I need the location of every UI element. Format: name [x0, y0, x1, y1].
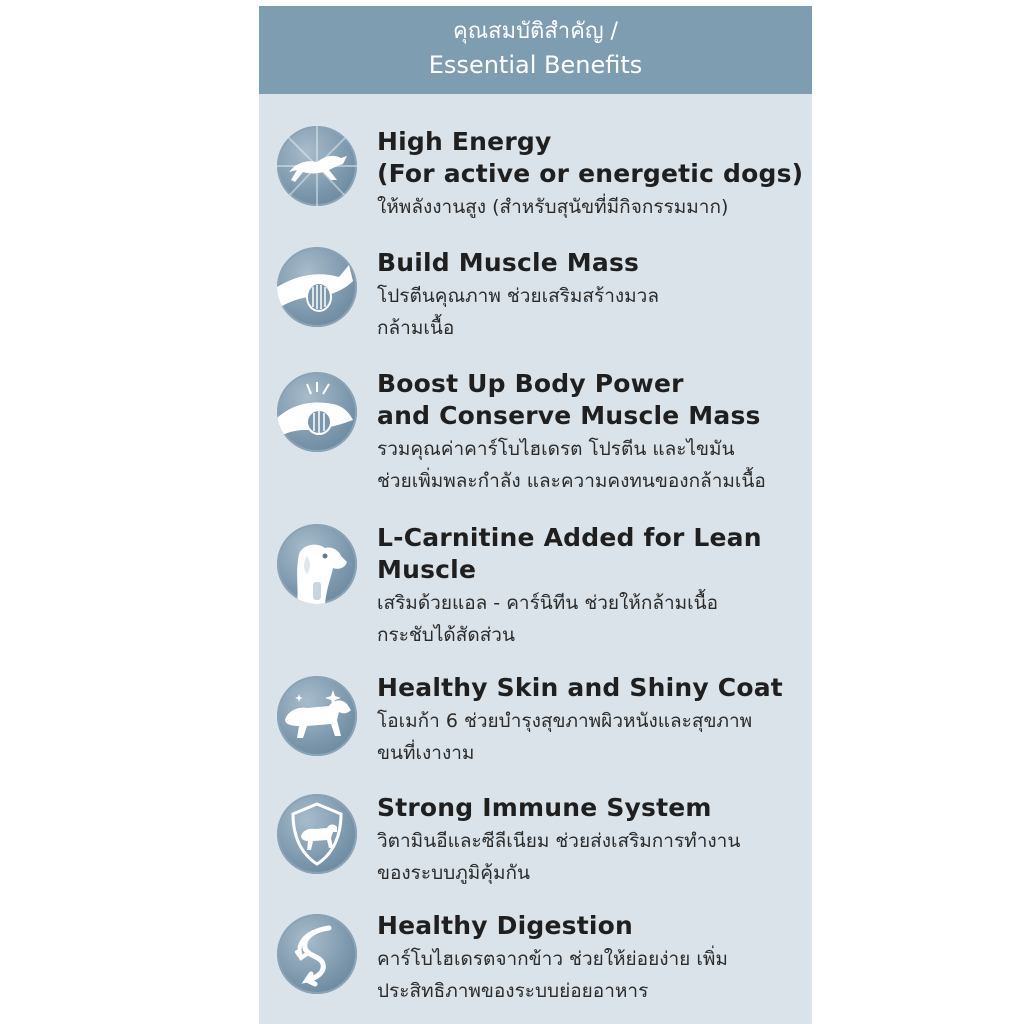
muscle-power-icon: [277, 372, 357, 452]
shiny-coat-dog-icon: [277, 676, 357, 756]
benefits-panel: [259, 6, 812, 1024]
dog-head-icon: [277, 524, 357, 604]
running-dog-icon: [277, 126, 357, 206]
shield-dog-icon: [277, 794, 357, 874]
header-title-english: Essential Benefits: [428, 51, 643, 79]
benefit-title: High Energy (For active or energetic dogs): [377, 127, 804, 188]
benefit-description: โปรตีนคุณภาพ ช่วยเสริมสร้างมวล กล้ามเนื้อ: [377, 285, 659, 339]
digestion-icon: [277, 914, 357, 994]
benefit-title: L-Carnitine Added for Lean Muscle: [377, 523, 762, 584]
benefit-title: Boost Up Body Power and Conserve Muscle Mass: [377, 369, 761, 430]
benefit-title: Healthy Digestion: [377, 911, 634, 940]
panel-header: [259, 6, 812, 94]
muscle-icon: [277, 247, 357, 327]
benefit-title: Healthy Skin and Shiny Coat: [377, 673, 783, 702]
benefit-description: ให้พลังงานสูง (สำหรับสุนัขที่มีกิจกรรมมาก): [377, 196, 729, 218]
benefit-description: รวมคุณค่าคาร์โบไฮเดรต โปรตีน และไขมัน ช่วยเพิ่มพละกำลัง และความคงทนของกล้ามเนื้อ: [377, 438, 766, 492]
benefit-description: วิตามินอีและซีลีเนียม ช่วยส่งเสริมการทำงาน ของระบบภูมิคุ้มกัน: [377, 830, 741, 884]
benefit-description: เสริมด้วยแอล - คาร์นิทีน ช่วยให้กล้ามเนื้อ กระชับได้สัดส่วน: [377, 592, 719, 646]
benefit-description: โอเมก้า 6 ช่วยบำรุงสุขภาพผิวหนังและสุขภาพ ขนที่เงางาม: [377, 710, 753, 764]
benefit-title: Strong Immune System: [377, 793, 712, 822]
benefit-description: คาร์โบไฮเดรตจากข้าว ช่วยให้ย่อยง่าย เพิ่ม ประสิทธิภาพของระบบย่อยอาหาร: [377, 948, 728, 1002]
benefit-title: Build Muscle Mass: [377, 248, 640, 277]
header-title-thai: คุณสมบัติสำคัญ /: [453, 19, 618, 44]
